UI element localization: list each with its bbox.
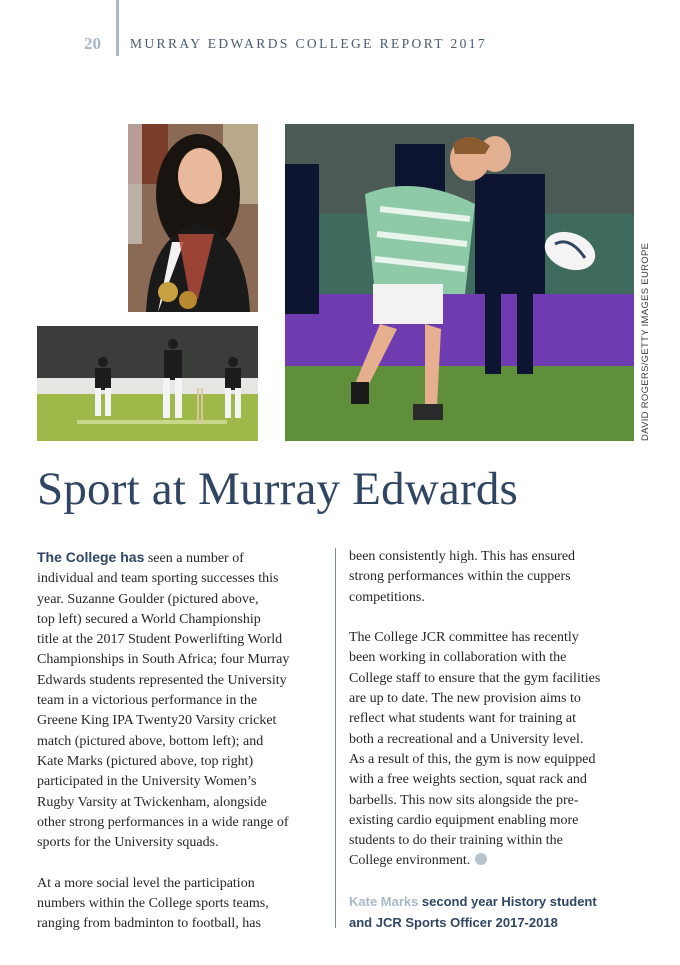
body-line: Greene King IPA Twenty20 Varsity cricket	[37, 713, 277, 729]
body-line: Kate Marks (pictured above, top right)	[37, 753, 254, 769]
body-line: College environment.	[349, 851, 639, 871]
body-line: top left) secured a World Championship	[37, 611, 261, 627]
header-divider	[116, 0, 119, 56]
body-line: title at the 2017 Student Powerlifting World	[37, 632, 283, 648]
body-line: been working in collaboration with the	[349, 650, 567, 666]
publication-title: MURRAY EDWARDS COLLEGE REPORT 2017	[130, 36, 488, 51]
column-divider	[335, 548, 336, 928]
body-line: barbells. This now sits alongside the pre-	[349, 792, 579, 808]
body-line: As a result of this, the gym is now equipped	[349, 751, 596, 767]
body-line: strong performances within the cuppers	[349, 569, 571, 585]
paragraph-break	[349, 608, 639, 628]
page-number: 20	[84, 34, 101, 53]
article-column-left	[37, 547, 327, 935]
rugby-illustration	[285, 124, 634, 441]
body-line: The College JCR committee has recently	[349, 630, 579, 646]
body-line: College staff to ensure that the gym facilities	[349, 670, 601, 686]
paragraph-break	[349, 872, 639, 892]
body-line: both a recreational and a University level.	[349, 731, 584, 747]
paragraph-break	[37, 853, 327, 873]
article-column-right	[349, 547, 639, 935]
body-line: ranging from badminton to football, has	[37, 916, 261, 932]
signature-line	[349, 913, 639, 934]
portrait-illustration	[128, 124, 258, 312]
body-line: are up to date. The new provision aims to	[349, 691, 581, 707]
body-line: match (pictured above, bottom left); and	[37, 733, 264, 749]
signature-line	[349, 892, 639, 913]
lead-in: The College has	[37, 549, 145, 565]
body-line: existing cardio equipment enabling more	[349, 812, 579, 828]
body-line: The College has seen a number of	[37, 549, 244, 566]
portrait-photo	[128, 124, 258, 312]
body-line: Edwards students represented the University	[37, 672, 287, 688]
author-name: Kate Marks	[349, 894, 419, 910]
body-line: numbers within the College sports teams,	[37, 896, 269, 912]
end-of-article-dot-icon	[475, 853, 487, 865]
body-line: been consistently high. This has ensured	[349, 549, 576, 564]
body-line: sports for the University squads.	[37, 835, 219, 851]
body-line: other strong performances in a wide range of	[37, 814, 289, 830]
photo-credit: DAVID ROGERS/GETTY IMAGES EUROPE	[640, 242, 651, 441]
article-title: Sport at Murray Edwards	[37, 463, 519, 515]
cricket-photo	[37, 326, 258, 441]
author-role-continued: and JCR Sports Officer 2017-2018	[349, 915, 558, 931]
author-role: second year History student	[421, 894, 597, 910]
rugby-photo	[285, 124, 634, 441]
body-line: Rugby Varsity at Twickenham, alongside	[37, 794, 267, 810]
body-line: with a free weights section, squat rack and	[349, 772, 587, 788]
body-line: competitions.	[349, 589, 425, 605]
body-line: individual and team sporting successes this	[37, 571, 279, 587]
body-line: At a more social level the participation	[37, 875, 255, 891]
body-line: reflect what students want for training at	[349, 711, 577, 727]
page-header	[0, 0, 680, 60]
body-line: year. Suzanne Goulder (pictured above,	[37, 591, 259, 607]
body-line: participated in the University Women’s	[37, 774, 257, 790]
cricket-illustration	[37, 326, 258, 441]
body-line: Championships in South Africa; four Murray	[37, 652, 290, 668]
body-line: team in a victorious performance in the	[37, 693, 258, 709]
body-line: students to do their training within the	[349, 833, 563, 849]
